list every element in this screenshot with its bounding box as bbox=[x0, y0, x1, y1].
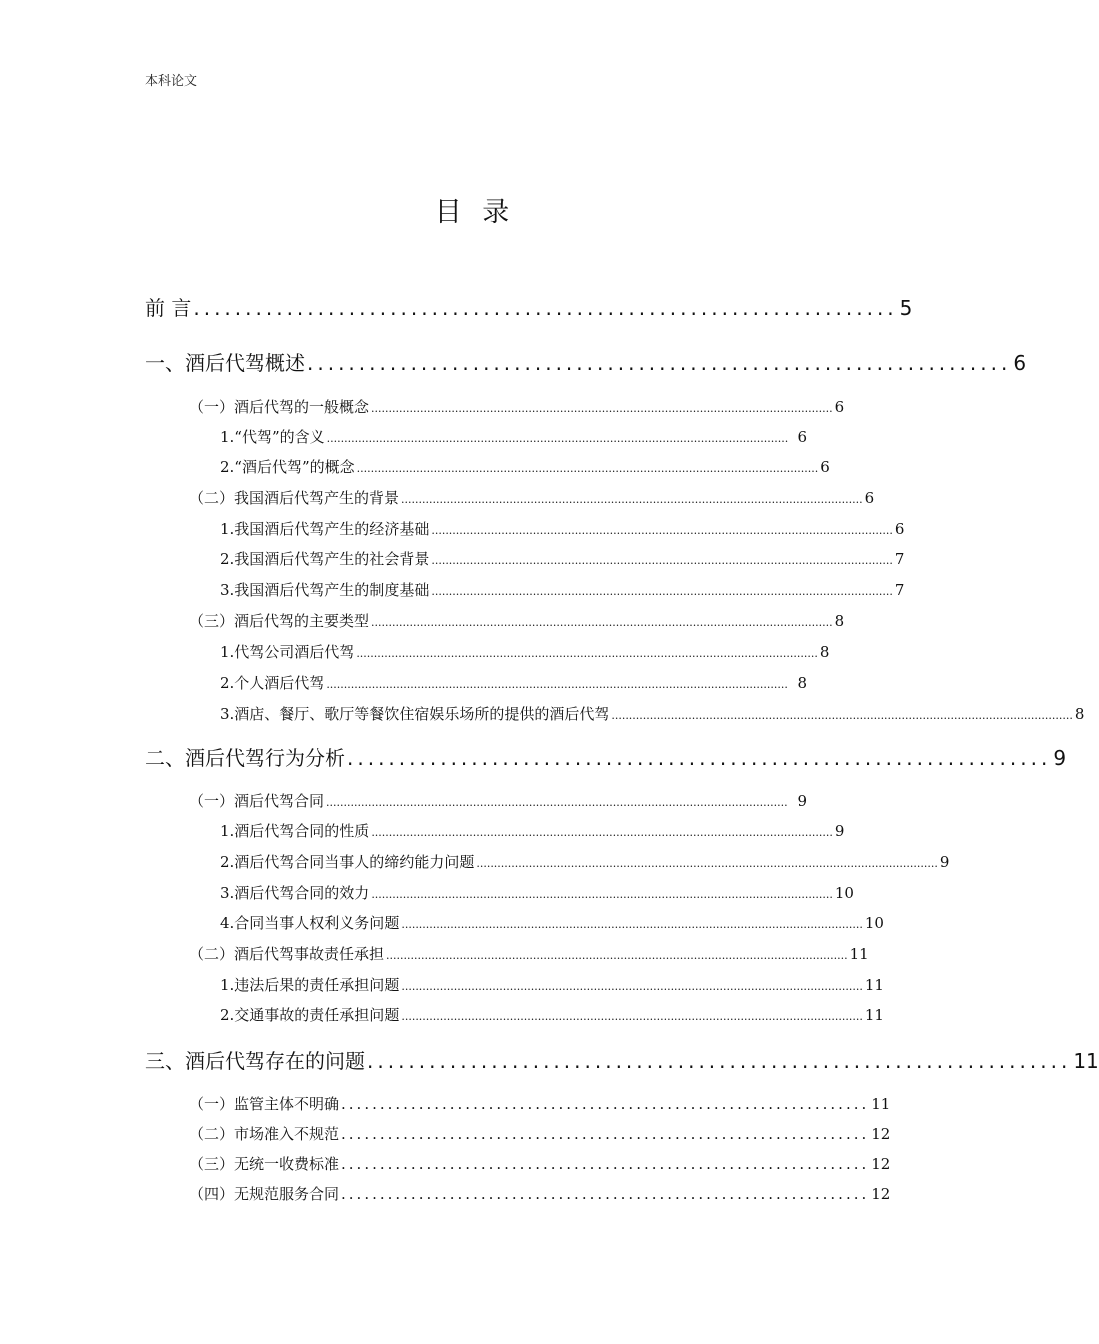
toc-entry-level-3[interactable] bbox=[220, 456, 830, 477]
toc-entry-label: 三、酒后代驾存在的问题 bbox=[145, 1049, 365, 1073]
toc-entry-level-2[interactable] bbox=[189, 1123, 891, 1144]
toc-title: 目 录 bbox=[434, 197, 516, 228]
toc-dot-leader: .................................................................................................................................... bbox=[371, 888, 833, 901]
toc-dot-leader: .................................................................................................................................... bbox=[371, 616, 833, 629]
toc-entry-page: 6 bbox=[797, 428, 807, 446]
toc-entry-page: 11 bbox=[849, 945, 869, 963]
toc-entry-level-1[interactable] bbox=[145, 1045, 1099, 1074]
toc-dot-leader: .................................................................................................................................... bbox=[356, 647, 818, 660]
toc-entry-label: 2.酒后代驾合同当事人的缔约能力问题 bbox=[220, 853, 475, 871]
toc-dot-leader: .................................................................................................................................... bbox=[326, 432, 789, 445]
toc-entry-page: 6 bbox=[1013, 351, 1027, 375]
toc-dot-leader: .................................................................................................................................... bbox=[401, 1010, 863, 1023]
toc-dot-leader: .................................................................... bbox=[341, 1095, 870, 1113]
toc-entry-level-3[interactable] bbox=[220, 641, 830, 662]
toc-entry-page: 8 bbox=[819, 643, 830, 661]
toc-dot-leader: .................................................................... bbox=[341, 1155, 870, 1173]
toc-dot-leader: .................................................................................................................................... bbox=[431, 524, 893, 537]
toc-entry-level-3[interactable] bbox=[220, 1004, 884, 1025]
toc-dot-leader: .................................................................................................................................... bbox=[611, 709, 1073, 722]
toc-entry-level-2[interactable] bbox=[189, 1183, 891, 1204]
toc-entry-level-2[interactable] bbox=[189, 396, 845, 417]
toc-entry-label: （四）无规范服务合同 bbox=[189, 1185, 340, 1203]
toc-entry-page: 6 bbox=[834, 398, 845, 416]
toc-entry-level-2[interactable] bbox=[189, 610, 845, 631]
toc-entry-page: 8 bbox=[797, 674, 807, 692]
toc-entry-label: （二）我国酒后代驾产生的背景 bbox=[189, 489, 400, 507]
toc-dot-leader: .................................................................... bbox=[193, 296, 898, 320]
toc-entry-page: 8 bbox=[1074, 705, 1085, 723]
toc-entry-label: 1.我国酒后代驾产生的经济基础 bbox=[220, 520, 430, 538]
toc-entry-label: （三）酒后代驾的主要类型 bbox=[189, 612, 370, 630]
toc-dot-leader: .................................................................................................................................... bbox=[431, 585, 893, 598]
toc-entry-page: 8 bbox=[834, 612, 845, 630]
toc-entry-page: 11 bbox=[864, 976, 884, 994]
toc-entry-page: 9 bbox=[797, 792, 807, 810]
toc-entry-level-3[interactable] bbox=[220, 703, 1085, 724]
toc-entry-page: 10 bbox=[864, 914, 884, 932]
toc-entry-label: （一）监管主体不明确 bbox=[189, 1095, 340, 1113]
toc-entry-label: 4.合同当事人权利义务问题 bbox=[220, 914, 400, 932]
toc-entry-label: 1.代驾公司酒后代驾 bbox=[220, 643, 355, 661]
toc-dot-leader: .................................................................................................................................... bbox=[356, 462, 819, 475]
toc-entry-level-3[interactable] bbox=[220, 672, 807, 693]
toc-entry-level-2[interactable] bbox=[189, 1093, 891, 1114]
toc-entry-level-1[interactable] bbox=[145, 742, 1067, 771]
toc-entry-page: 11 bbox=[871, 1095, 891, 1113]
toc-entry-page: 11 bbox=[864, 1006, 884, 1024]
toc-entry-label: 2.“酒后代驾”的概念 bbox=[220, 458, 355, 476]
toc-entry-label: （二）酒后代驾事故责任承担 bbox=[189, 945, 385, 963]
toc-dot-leader: .................................................................... bbox=[341, 1125, 870, 1143]
toc-entry-label: （一）酒后代驾合同 bbox=[189, 792, 325, 810]
toc-dot-leader: .................................................................................................................................... bbox=[371, 402, 833, 415]
toc-entry-label: 1.酒后代驾合同的性质 bbox=[220, 822, 370, 840]
toc-dot-leader: .................................................................... bbox=[307, 351, 1012, 375]
toc-entry-page: 10 bbox=[834, 884, 854, 902]
toc-dot-leader: .................................................................................................................................... bbox=[386, 949, 848, 962]
toc-entry-label: 2.交通事故的责任承担问题 bbox=[220, 1006, 400, 1024]
toc-dot-leader: .................................................................... bbox=[347, 746, 1052, 770]
toc-entry-level-1[interactable] bbox=[145, 292, 913, 321]
toc-entry-page: 9 bbox=[939, 853, 950, 871]
toc-entry-level-3[interactable] bbox=[220, 820, 845, 841]
toc-entry-label: 一、酒后代驾概述 bbox=[145, 351, 305, 375]
toc-entry-page: 12 bbox=[871, 1125, 891, 1143]
toc-entry-page: 6 bbox=[820, 458, 830, 476]
toc-entry-label: 1.违法后果的责任承担问题 bbox=[220, 976, 400, 994]
toc-entry-label: 1.“代驾”的含义 bbox=[220, 428, 325, 446]
toc-entry-page: 7 bbox=[894, 581, 905, 599]
toc-dot-leader: .................................................................................................................................... bbox=[326, 678, 788, 691]
toc-entry-level-3[interactable] bbox=[220, 548, 905, 569]
toc-dot-leader: .................................................................................................................................... bbox=[326, 796, 788, 809]
toc-entry-level-3[interactable] bbox=[220, 426, 807, 447]
toc-entry-level-3[interactable] bbox=[220, 851, 950, 872]
toc-entry-page: 5 bbox=[899, 296, 913, 320]
toc-entry-level-3[interactable] bbox=[220, 518, 905, 539]
toc-entry-page: 9 bbox=[834, 822, 845, 840]
toc-dot-leader: .................................................................................................................................... bbox=[371, 826, 833, 839]
toc-entry-level-3[interactable] bbox=[220, 882, 854, 903]
toc-entry-level-2[interactable] bbox=[189, 943, 869, 964]
toc-dot-leader: .................................................................................................................................... bbox=[401, 918, 863, 931]
toc-dot-leader: .................................................................................................................................... bbox=[476, 857, 938, 870]
toc-entry-page: 7 bbox=[894, 550, 905, 568]
toc-entry-label: 2.个人酒后代驾 bbox=[220, 674, 325, 692]
toc-entry-page: 9 bbox=[1053, 746, 1067, 770]
toc-entry-page: 6 bbox=[894, 520, 905, 538]
toc-entry-label: 3.酒后代驾合同的效力 bbox=[220, 884, 370, 902]
toc-dot-leader: .................................................................................................................................... bbox=[401, 980, 863, 993]
toc-entry-label: 3.我国酒后代驾产生的制度基础 bbox=[220, 581, 430, 599]
toc-entry-level-2[interactable] bbox=[189, 1153, 891, 1174]
toc-dot-leader: .................................................................... bbox=[341, 1185, 870, 1203]
toc-entry-level-3[interactable] bbox=[220, 974, 884, 995]
toc-dot-leader: .................................................................................................................................... bbox=[431, 554, 893, 567]
toc-entry-page: 6 bbox=[864, 489, 875, 507]
page-header: 本科论文 bbox=[145, 74, 198, 89]
toc-entry-level-3[interactable] bbox=[220, 579, 905, 600]
toc-entry-label: 3.酒店、餐厅、歌厅等餐饮住宿娱乐场所的提供的酒后代驾 bbox=[220, 705, 610, 723]
toc-entry-level-2[interactable] bbox=[189, 487, 875, 508]
toc-entry-level-1[interactable] bbox=[145, 347, 1027, 376]
toc-dot-leader: .................................................................... bbox=[367, 1049, 1072, 1073]
toc-entry-label: 前 言 bbox=[145, 296, 192, 320]
toc-entry-label: （三）无统一收费标准 bbox=[189, 1155, 340, 1173]
toc-entry-label: 二、酒后代驾行为分析 bbox=[145, 746, 345, 770]
toc-entry-level-3[interactable] bbox=[220, 912, 884, 933]
toc-entry-label: （二）市场准入不规范 bbox=[189, 1125, 340, 1143]
toc-entry-page: 11 bbox=[1073, 1049, 1099, 1073]
toc-entry-level-2[interactable] bbox=[189, 790, 807, 811]
toc-entry-label: （一）酒后代驾的一般概念 bbox=[189, 398, 370, 416]
toc-entry-page: 12 bbox=[871, 1185, 891, 1203]
toc-entry-label: 2.我国酒后代驾产生的社会背景 bbox=[220, 550, 430, 568]
toc-dot-leader: .................................................................................................................................... bbox=[401, 493, 863, 506]
toc-entry-page: 12 bbox=[871, 1155, 891, 1173]
